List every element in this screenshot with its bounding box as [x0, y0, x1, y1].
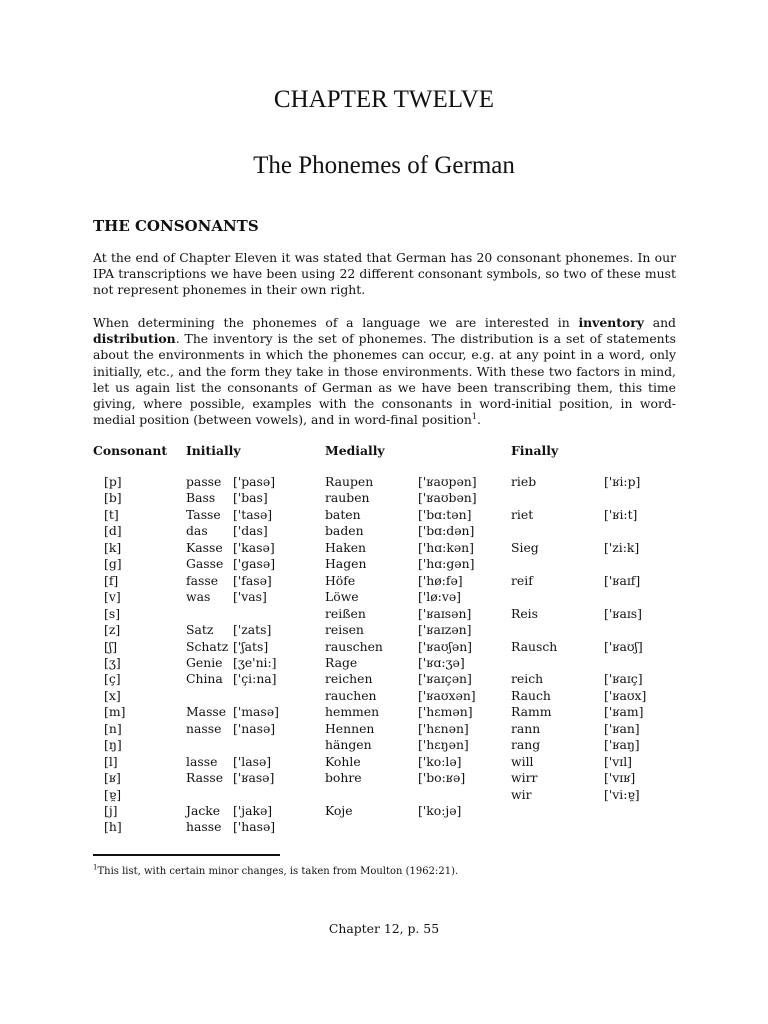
final-transcription: ['vi:ɐ̯]	[604, 786, 640, 802]
medial-transcription: ['lø:və]	[418, 589, 462, 605]
final-word: Ramm	[511, 704, 552, 720]
initial-word: das	[186, 523, 208, 539]
medial-transcription: ['ko:jə]	[418, 803, 462, 818]
paragraph-text: When determining the phonemes of a language we are interested in	[93, 315, 579, 330]
chapter-subtitle: The Phonemes of German	[253, 152, 515, 179]
medial-word: reichen	[325, 671, 373, 687]
final-transcription: ['ʁi:t]	[604, 506, 638, 522]
initial-transcription: ['lasə]	[233, 753, 272, 769]
initial-transcription: ['ʁasə]	[233, 770, 275, 786]
final-transcription: ['ʁi:p]	[604, 474, 641, 489]
medial-transcription: ['hɛŋən]	[418, 737, 469, 753]
medial-word: rauschen	[325, 638, 383, 654]
table-row	[0, 490, 768, 506]
final-word: Rausch	[511, 638, 558, 654]
term-inventory: inventory	[578, 315, 644, 330]
initial-transcription: ['zats]	[233, 622, 272, 638]
table-row	[0, 671, 768, 687]
table-row	[0, 639, 768, 655]
table-row	[0, 507, 768, 523]
page-number: Chapter 12, p. 55	[328, 921, 440, 936]
footnote	[93, 863, 459, 877]
paragraph-text: .	[476, 412, 481, 428]
final-transcription: ['vɪʁ]	[604, 770, 636, 786]
medial-transcription: ['hɑ:gən]	[418, 556, 475, 572]
medial-word: baten	[325, 506, 361, 522]
initial-transcription: ['fasə]	[233, 572, 272, 588]
consonant-symbol: [j]	[104, 803, 118, 818]
medial-word: rauchen	[325, 687, 377, 703]
initial-word: passe	[186, 474, 222, 489]
final-word: reif	[511, 572, 533, 588]
initial-word: Jacke	[186, 803, 221, 818]
final-transcription: ['ʁaɪç]	[604, 671, 643, 687]
initial-transcription: ['hasə]	[233, 819, 276, 835]
final-word: will	[511, 753, 534, 769]
consonant-symbol: [s]	[104, 605, 121, 621]
consonant-symbol: [ŋ]	[104, 737, 122, 753]
final-word: riet	[511, 506, 534, 522]
initial-transcription: ['ʃats]	[233, 638, 269, 654]
final-transcription: ['ʁaʊx]	[604, 687, 647, 703]
consonant-symbol: [v]	[104, 589, 121, 605]
initial-word: Genie	[186, 654, 223, 670]
table-row	[0, 704, 768, 720]
initial-word: Masse	[186, 704, 227, 720]
medial-transcription: ['ʁaʊpən]	[418, 474, 477, 489]
section-heading: THE CONSONANTS	[93, 217, 259, 235]
medial-transcription: ['bɑ:tən]	[418, 506, 472, 522]
paragraph-text: and	[643, 315, 676, 330]
final-word: rann	[511, 720, 541, 736]
final-transcription: ['ʁaŋ]	[604, 737, 640, 753]
initial-word: Rasse	[186, 770, 224, 786]
consonant-symbol: [h]	[104, 819, 122, 835]
final-word: reich	[511, 671, 544, 687]
final-transcription: ['ʁam]	[604, 704, 644, 720]
table-row	[0, 770, 768, 786]
table-row	[0, 474, 768, 490]
consonant-symbol: [k]	[104, 539, 122, 555]
consonant-symbol: [l]	[104, 753, 118, 769]
initial-word: nasse	[186, 720, 222, 736]
medial-word: baden	[325, 523, 364, 539]
initial-transcription: ['vas]	[233, 589, 267, 605]
consonant-symbol: [z]	[104, 622, 121, 638]
consonant-symbol: [x]	[104, 687, 121, 703]
medial-transcription: ['bɑ:dən]	[418, 523, 475, 539]
initial-word: Bass	[186, 490, 216, 506]
intro-paragraph: At the end of Chapter Eleven it was stated that German has 20 consonant phonemes. In our IPA transcriptions we have been using 22 different consonant symbols, so two of these must not represent phonemes in their own right.	[93, 250, 676, 298]
medial-transcription: ['ʁaɪzən]	[418, 622, 472, 638]
medial-transcription: ['ʁaʊʃən]	[418, 638, 473, 654]
medial-word: hängen	[325, 737, 372, 753]
medial-word: reißen	[325, 605, 366, 621]
final-transcription: ['ʁan]	[604, 720, 640, 736]
consonant-symbol: [n]	[104, 720, 122, 736]
medial-transcription: ['ʁaʊbən]	[418, 490, 477, 506]
initial-word: fasse	[186, 572, 219, 588]
consonant-symbol: [f]	[104, 572, 119, 588]
initial-word: was	[186, 589, 211, 605]
initial-word: hasse	[186, 819, 222, 835]
column-header-finally: Finally	[511, 443, 559, 458]
initial-transcription: ['das]	[233, 523, 268, 539]
final-word: Reis	[511, 605, 538, 621]
initial-transcription: ['jakə]	[233, 803, 273, 818]
consonant-symbol: [p]	[104, 474, 122, 489]
consonant-symbol: [d]	[104, 523, 122, 539]
initial-word: lasse	[186, 753, 218, 769]
medial-word: Rage	[325, 654, 358, 670]
table-row	[0, 589, 768, 605]
term-distribution: distribution	[93, 331, 176, 347]
medial-transcription: ['ʁɑ:ʒə]	[418, 654, 465, 670]
initial-word: Tasse	[186, 506, 221, 522]
consonant-symbol: [t]	[104, 506, 119, 522]
initial-transcription: ['çi:na]	[233, 671, 277, 687]
footnote-mark: 1	[93, 863, 98, 872]
medial-word: Haken	[325, 539, 367, 555]
table-row	[0, 721, 768, 737]
footnote-text: This list, with certain minor changes, is taken from Moulton (1962:21).	[97, 866, 459, 877]
medial-word: Kohle	[325, 753, 361, 769]
medial-word: Raupen	[325, 474, 374, 489]
initial-transcription: [ʒe'ni:]	[233, 654, 277, 670]
medial-transcription: ['hɛmən]	[418, 704, 473, 720]
final-transcription: ['vɪl]	[604, 753, 632, 769]
column-header-initially: Initially	[186, 443, 241, 458]
initial-word: China	[186, 671, 223, 687]
table-row	[0, 803, 768, 819]
final-transcription: ['ʁaɪs]	[604, 605, 642, 621]
final-transcription: ['ʁaɪf]	[604, 572, 641, 588]
initial-word: Satz	[186, 622, 214, 638]
footnote-reference: 1	[471, 412, 477, 422]
final-word: rieb	[511, 474, 537, 489]
table-row	[0, 737, 768, 753]
consonant-symbol: [b]	[104, 490, 122, 506]
initial-transcription: ['bas]	[233, 490, 268, 506]
initial-transcription: ['kasə]	[233, 539, 275, 555]
inventory-paragraph	[93, 315, 676, 428]
medial-transcription: ['ʁaɪçən]	[418, 671, 472, 687]
table-row	[0, 754, 768, 770]
final-word: Rauch	[511, 687, 551, 703]
consonant-symbol: [ʒ]	[104, 654, 121, 670]
table-row	[0, 688, 768, 704]
table-row	[0, 622, 768, 638]
final-word: wir	[511, 786, 532, 802]
medial-transcription: ['hø:fə]	[418, 572, 463, 588]
column-header-medially: Medially	[325, 443, 385, 458]
chapter-title: CHAPTER TWELVE	[273, 86, 495, 113]
initial-transcription: ['masə]	[233, 704, 279, 720]
medial-word: rauben	[325, 490, 370, 506]
consonant-symbol: [ɐ̯]	[104, 786, 122, 802]
consonant-symbol: [m]	[104, 704, 126, 720]
initial-word: Gasse	[186, 556, 224, 572]
final-word: rang	[511, 737, 541, 753]
medial-word: Löwe	[325, 589, 359, 605]
consonant-symbol: [g]	[104, 556, 122, 572]
initial-transcription: ['nasə]	[233, 720, 276, 736]
medial-word: Hagen	[325, 556, 367, 572]
footnote-divider	[93, 854, 280, 856]
medial-transcription: ['ko:lə]	[418, 753, 462, 769]
medial-word: hemmen	[325, 704, 380, 720]
medial-transcription: ['hɑ:kən]	[418, 539, 474, 555]
medial-transcription: ['ʁaʊxən]	[418, 687, 476, 703]
initial-word: Schatz	[186, 638, 229, 654]
consonant-symbol: [ç]	[104, 671, 121, 687]
final-word: Sieg	[511, 539, 539, 555]
table-row	[0, 787, 768, 803]
medial-transcription: ['hɛnən]	[418, 720, 469, 736]
medial-word: Hennen	[325, 720, 375, 736]
table-row	[0, 573, 768, 589]
initial-transcription: ['tasə]	[233, 506, 273, 522]
final-transcription: ['ʁaʊʃ]	[604, 638, 643, 654]
table-row	[0, 819, 768, 835]
table-row	[0, 655, 768, 671]
initial-word: Kasse	[186, 539, 223, 555]
table-row	[0, 540, 768, 556]
table-row	[0, 606, 768, 622]
final-word: wirr	[511, 770, 538, 786]
initial-transcription: ['pasə]	[233, 474, 276, 489]
medial-transcription: ['ʁaɪsən]	[418, 605, 472, 621]
paragraph-text: . The inventory is the set of phonemes. The distribution is a set of statements about the environments in which the phonemes can occur, e.g. at any point in a word, only initially, etc., and the form they take in those environments. With these two factors in mind, let us again list the consonants of German as we have been transcribing them, this time giving, where possible, examples with the consonants in word-initial position, in word-medial position (between vowels), and in word-final position	[93, 331, 676, 428]
consonant-symbol: [ʃ]	[104, 638, 118, 654]
medial-word: bohre	[325, 770, 362, 786]
medial-word: Koje	[325, 803, 353, 818]
table-row	[0, 523, 768, 539]
column-header-consonant: Consonant	[93, 443, 168, 458]
initial-transcription: ['gasə]	[233, 556, 276, 572]
consonant-symbol: [ʁ]	[104, 770, 121, 786]
final-transcription: ['zi:k]	[604, 539, 640, 555]
table-row	[0, 556, 768, 572]
medial-word: reisen	[325, 622, 364, 638]
medial-transcription: ['bo:ʁə]	[418, 770, 466, 786]
medial-word: Höfe	[325, 572, 356, 588]
